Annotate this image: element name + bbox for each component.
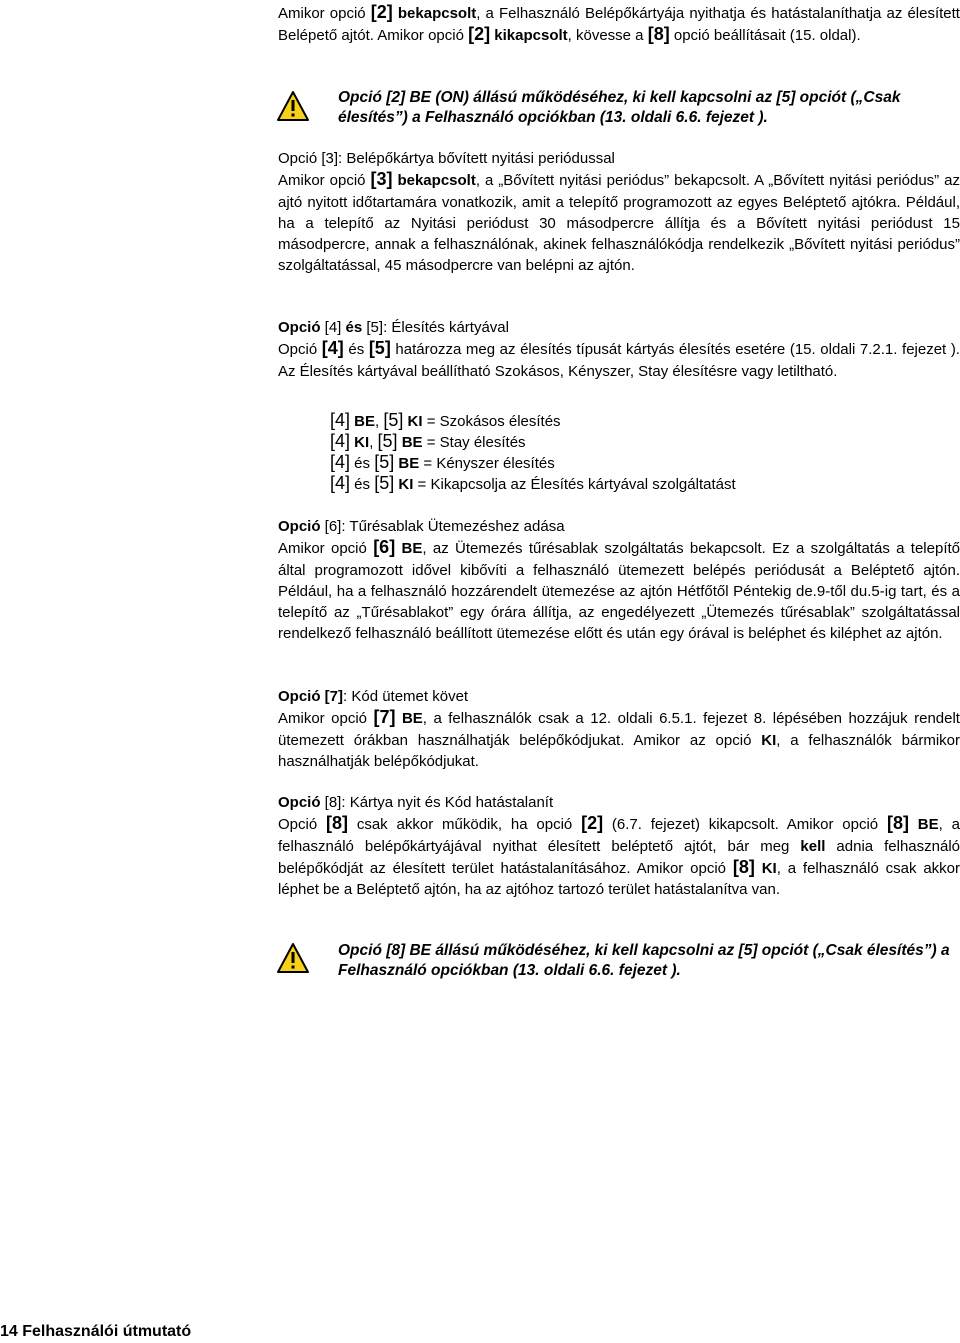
option-3-heading — [278, 148, 960, 169]
intro-text: Amikor opció — [278, 5, 371, 22]
warning-note: Opció [8] BE állású működéséhez, ki kell kapcsolni az [5] opciót („Csak élesítés”) a Felhasználó opciókban (13. oldali 6.6. fejezet ). — [338, 942, 950, 979]
body-text: határozza meg az élesítés típusát kártyás élesítés esetére (15. oldali 7.2.1. fejezet ). Az Élesítés kártyával beállítható Szokásos, Kényszer, Stay élesítésre vagy letiltható. — [278, 341, 960, 380]
option-8-section — [278, 792, 960, 900]
option-4-5-body — [278, 338, 960, 382]
heading-text: és — [341, 319, 367, 336]
body-text: , a felhasználó csak akkor léphet be a Beléptető ajtón, ha az ajtóhoz tartozó terület hatástalanítva van. — [278, 859, 960, 899]
heading-text: : Tűrésablak Ütemezéshez adása — [341, 518, 565, 535]
separator: , — [375, 413, 384, 430]
option-number: [8] — [647, 24, 670, 45]
option-7-heading — [278, 686, 960, 707]
heading-text: Opció — [278, 518, 325, 535]
option-number: [3] — [321, 150, 339, 167]
option-3-section — [278, 148, 960, 277]
option-8-heading — [278, 792, 960, 813]
arming-settings-list — [330, 410, 930, 494]
setting-description: = Szokásos élesítés — [422, 413, 561, 430]
page-footer: 14 Felhasználói útmutató — [0, 1323, 192, 1340]
body-text: , a „Bővített nyitási periódus” bekapcsolt. A „Bővített nyitási periódus” az ajtó nyitott időtartamára vonatkozik, amit a telepítő programozott az egyes Beléptető ajtókra. Például, ha a telepítő az Nyitási periódust 30 másodpercre állítja és a Bővített nyitási periódust 15 másodpercre, annak a felhasználónak, akinek felhasználókódja rendelkezik „Bővített nyitási periódus” szolgáltatással, 45 másodpercre van belépni az ajtón. — [278, 172, 960, 275]
body-text: Opció — [278, 816, 327, 834]
option-number: [7] — [324, 688, 344, 705]
body-bold: bekapcsolt — [392, 172, 476, 190]
option-6-heading — [278, 516, 960, 537]
option-number: [5] — [366, 319, 384, 336]
intro-paragraph — [278, 2, 960, 47]
body-bold: BE — [395, 710, 423, 728]
setting-description: = Kikapcsolja az Élesítés kártyával szolgáltatást — [413, 476, 736, 493]
body-text: adnia felhasználó belépőkódját az élesített terület hatástalanításához. Amikor opció — [278, 837, 960, 877]
body-text: , az Ütemezés tűrésablak szolgáltatás bekapcsolt. Ez a szolgáltatás a telepítő által programozott idővel kibővíti a felhasználó ütemezett belépés periódusát a Beléptető ajtón. Például, ha a felhasználó hozzárendelt ütemezése az ajtón Hétfőtől Péntekig de.9-től du.5-ig tart, és a telepítő az „Tűrésablakot” egy órára állítja, az engedélyezett „Ütemezés tűrésablak” szolgáltatással rendelkező felhasználó beállított ütemezése előtt és után egy órával is beléphet és kiléphet az ajtón. — [278, 540, 960, 643]
body-text: Amikor opció — [278, 540, 374, 558]
setting-row — [330, 473, 930, 494]
setting-description: = Kényszer élesítés — [419, 455, 555, 472]
option-number: [5] — [374, 473, 395, 493]
setting-row — [330, 410, 930, 431]
body-text: Amikor opció — [278, 710, 374, 728]
setting-description: = Stay élesítés — [422, 434, 526, 451]
intro-text: , a Felhasználó Belépőkártyája nyithatja és hatástalaníthatja az élesített Belépető ajtót. Amikor opció — [278, 5, 960, 45]
option-6-body — [278, 537, 960, 644]
warning-icon — [276, 942, 310, 974]
intro-bold: kikapcsolt — [490, 27, 568, 45]
body-text: csak akkor működik, ha opció — [348, 816, 582, 834]
option-8-body — [278, 813, 960, 900]
setting-row — [330, 452, 930, 473]
body-text: Opció — [278, 341, 322, 359]
option-number: [4] — [321, 338, 344, 359]
state-label: KI — [350, 434, 370, 451]
body-bold: KI — [761, 731, 777, 749]
state-label: BE — [397, 434, 423, 451]
separator: és — [350, 476, 375, 493]
heading-text: : Élesítés kártyával — [383, 319, 509, 336]
heading-text: Opció — [278, 688, 325, 705]
option-number: [3] — [370, 169, 393, 190]
heading-text: : Belépőkártya bővített nyitási periódussal — [338, 150, 615, 167]
option-number: [2] — [370, 2, 393, 22]
option-number: [4] — [324, 319, 342, 336]
state-label: KI — [394, 476, 414, 493]
heading-text: Opció — [278, 319, 325, 336]
option-6-section — [278, 516, 960, 645]
option-number: [5] — [368, 338, 391, 359]
option-number: [5] — [377, 431, 398, 451]
state-label: BE — [350, 413, 376, 430]
option-4-5-heading — [278, 317, 960, 338]
option-number: [4] — [330, 452, 351, 472]
body-text: , a felhasználók csak a 12. oldali 6.5.1. fejezet 8. lépésében hozzájuk rendelt ütemezett órákban használhatják belépőkódjukat. Amikor az opció — [278, 710, 960, 749]
option-number: [4] — [330, 431, 351, 451]
option-number: [6] — [324, 518, 342, 535]
body-bold: BE — [908, 816, 939, 834]
option-number: [2] — [468, 24, 491, 45]
option-3-body — [278, 169, 960, 276]
option-number: [5] — [383, 410, 404, 430]
heading-text: Opció — [278, 794, 325, 811]
option-number: [4] — [330, 410, 351, 430]
option-number: [8] — [324, 794, 342, 811]
option-number: [5] — [374, 452, 395, 472]
body-text: és — [343, 341, 369, 359]
body-bold: kell — [800, 837, 826, 855]
heading-text: Opció — [278, 150, 322, 167]
option-number: [2] — [581, 813, 604, 834]
option-number: [8] — [732, 856, 755, 877]
option-number: [7] — [373, 707, 396, 728]
body-text: , a felhasználó belépőkártyájával nyithat élesített beléptető ajtót, bár meg — [278, 816, 960, 855]
warning-icon — [276, 90, 310, 122]
option-number: [4] — [330, 473, 351, 493]
body-bold: KI — [754, 859, 777, 877]
state-label: BE — [394, 455, 420, 472]
option-4-5-section — [278, 317, 960, 382]
state-label: KI — [403, 413, 423, 430]
separator: , — [369, 434, 378, 451]
heading-text: : Kártya nyit és Kód hatástalanít — [341, 794, 554, 811]
option-number: [8] — [326, 813, 349, 834]
heading-text: : Kód ütemet követ — [343, 688, 469, 705]
intro-text: , kövesse a — [567, 27, 648, 45]
body-text: , a felhasználók bármikor használhatják belépőkódjukat. — [278, 731, 960, 770]
setting-row — [330, 431, 930, 452]
body-text: (6.7. fejezet) kikapcsolt. Amikor opció — [603, 816, 887, 834]
separator: és — [350, 455, 375, 472]
option-7-body — [278, 707, 960, 772]
body-text: Amikor opció — [278, 172, 371, 190]
option-7-section — [278, 686, 960, 772]
intro-text: opció beállításait (15. oldal). — [669, 27, 861, 45]
option-number: [8] — [886, 813, 909, 834]
intro-bold: bekapcsolt — [392, 5, 477, 22]
warning-note: Opció [2] BE (ON) állású működéséhez, ki kell kapcsolni az [5] opciót („Csak élesítés”) a Felhasználó opciókban (13. oldali 6.6. fejezet ). — [338, 89, 901, 126]
body-bold: BE — [395, 540, 423, 558]
option-number: [6] — [373, 537, 396, 558]
